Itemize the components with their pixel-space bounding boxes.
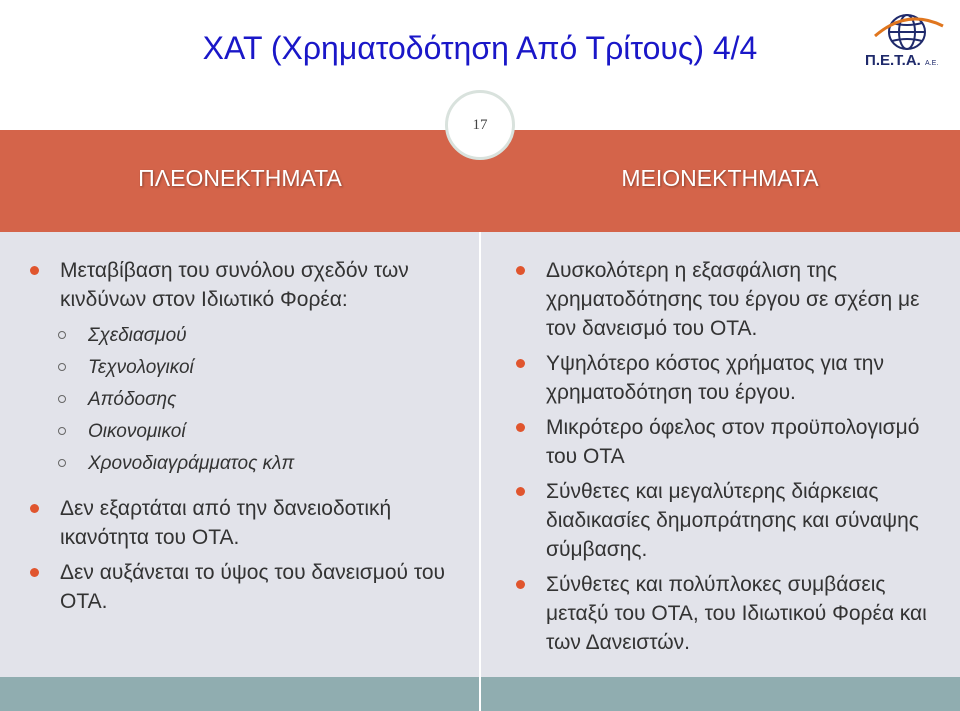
bullet-icon — [30, 266, 39, 275]
list-item-text: Υψηλότερο κόστος χρήματος για την χρηματοδότηση του έργου. — [546, 352, 884, 404]
page-number-badge — [445, 90, 515, 160]
advantages-header: ΠΛΕΟΝΕΚΤΗΜΑΤΑ — [138, 165, 342, 191]
risk-sublist — [30, 320, 470, 480]
list-item — [516, 349, 946, 407]
globe-icon — [865, 12, 950, 57]
sublist-item: Χρονοδιαγράμματος κλπ — [30, 448, 470, 480]
list-item — [30, 558, 470, 616]
ring-bullet-icon — [58, 395, 66, 403]
list-item-text: Σύνθετες και πολύπλοκες συμβάσεις μεταξύ του ΟΤΑ, του Ιδιωτικού Φορέα και των Δανειστών. — [546, 573, 927, 654]
ring-bullet-icon — [58, 427, 66, 435]
column-divider — [479, 232, 481, 677]
peta-logo — [865, 12, 950, 72]
list-item-text: Μεταβίβαση του συνόλου σχεδόν των κινδύνων στον Ιδιωτικό Φορέα: — [60, 259, 409, 311]
bullet-icon — [516, 487, 525, 496]
sublist-item: Απόδοσης — [30, 384, 470, 416]
footer-divider — [479, 677, 481, 711]
list-item — [516, 570, 946, 657]
list-item — [30, 494, 470, 552]
sublist-item: Σχεδιασμού — [30, 320, 470, 352]
list-item — [30, 256, 470, 314]
list-item — [516, 256, 946, 343]
ring-bullet-icon — [58, 363, 66, 371]
list-item-text: Δεν αυξάνεται το ύψος του δανεισμού του ΟΤΑ. — [60, 561, 446, 613]
list-item-text: Σύνθετες και μεγαλύτερης διάρκειας διαδικασίες δημοπράτησης και σύναψης σύμβασης. — [546, 480, 919, 561]
bullet-icon — [30, 568, 39, 577]
bullet-icon — [516, 359, 525, 368]
ring-bullet-icon — [58, 459, 66, 467]
disadvantages-column — [516, 256, 946, 663]
sublist-item: Τεχνολογικοί — [30, 352, 470, 384]
list-item-text: Δεν εξαρτάται από την δανειοδοτική ικανότητα του ΟΤΑ. — [60, 497, 392, 549]
list-item — [516, 413, 946, 471]
sublist-item: Οικονομικοί — [30, 416, 470, 448]
page-number: 17 — [472, 116, 488, 133]
bullet-icon — [516, 266, 525, 275]
bullet-icon — [30, 504, 39, 513]
bullet-icon — [516, 423, 525, 432]
list-item-text: Δυσκολότερη η εξασφάλιση της χρηματοδότησης του έργου σε σχέση με τον δανεισμό του ΟΤΑ. — [546, 259, 920, 340]
disadvantages-header: ΜΕΙΟΝΕΚΤΗΜΑΤΑ — [621, 165, 819, 191]
slide-title: ΧΑΤ (Χρηματοδότηση Από Τρίτους) 4/4 — [202, 30, 758, 66]
advantages-column — [30, 256, 470, 622]
bullet-icon — [516, 580, 525, 589]
logo-suffix: Α.Ε. — [925, 60, 939, 67]
list-item — [516, 477, 946, 564]
ring-bullet-icon — [58, 331, 66, 339]
list-item-text: Μικρότερο όφελος στον προϋπολογισμό του ΟΤΑ — [546, 416, 920, 468]
logo-text: Π.Ε.Τ.Α. — [865, 52, 921, 69]
